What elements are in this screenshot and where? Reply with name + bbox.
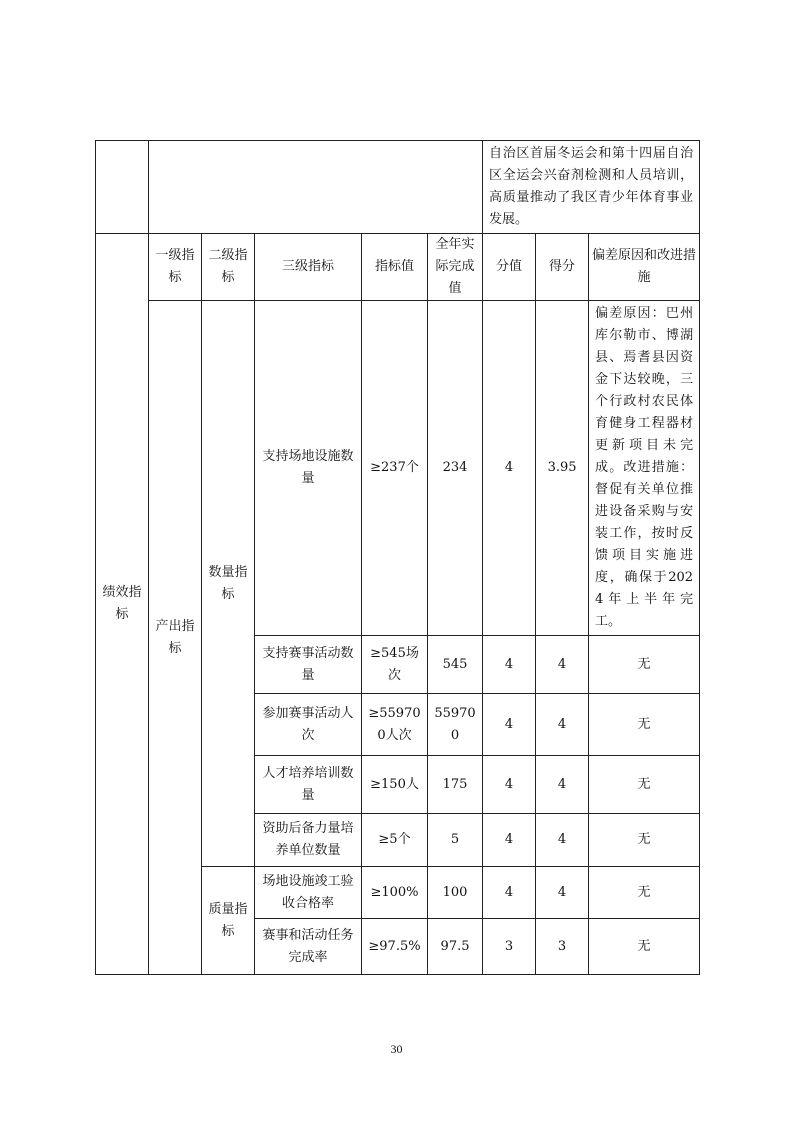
actual-cell: 234 — [428, 301, 483, 636]
score-cell: 4 — [536, 867, 589, 919]
performance-table — [95, 140, 700, 975]
score-cell: 3.95 — [536, 301, 589, 636]
header-row — [96, 234, 700, 301]
indicator-cell: 场地设施竣工验收合格率 — [255, 867, 362, 919]
actual-cell: 100 — [428, 867, 483, 919]
level2-cell: 质量指标 — [202, 867, 255, 975]
actual-cell: 5 — [428, 814, 483, 867]
target-cell: ≥559700人次 — [362, 694, 428, 756]
score-cell: 4 — [536, 814, 589, 867]
actual-cell: 97.5 — [428, 919, 483, 975]
deviation-cell: 无 — [589, 867, 700, 919]
header-actual: 全年实际完成值 — [428, 234, 483, 301]
table-row — [96, 141, 700, 234]
actual-cell: 175 — [428, 756, 483, 814]
page-number: 30 — [390, 1042, 403, 1056]
indicator-cell: 资助后备力量培养单位数量 — [255, 814, 362, 867]
points-cell: 4 — [483, 756, 536, 814]
actual-cell: 559700 — [428, 694, 483, 756]
indicator-cell: 支持赛事活动数量 — [255, 636, 362, 694]
empty-cell — [149, 141, 483, 234]
indicator-cell: 人才培养培训数量 — [255, 756, 362, 814]
points-cell: 4 — [483, 867, 536, 919]
deviation-cell: 无 — [589, 814, 700, 867]
points-cell: 3 — [483, 919, 536, 975]
points-cell: 4 — [483, 301, 536, 636]
deviation-cell: 偏差原因：巴州库尔勒市、博湖县、焉耆县因资金下达较晚，三个行政村农民体育健身工程器材更新项目未完成。改进措施：督促有关单位推进设备采购与安装工作，按时反馈项目实施进度，确保于2024年上半年完工。 — [589, 301, 700, 636]
header-level2: 二级指标 — [202, 234, 255, 301]
actual-cell: 545 — [428, 636, 483, 694]
header-score-value: 分值 — [483, 234, 536, 301]
header-target: 指标值 — [362, 234, 428, 301]
target-cell: ≥150人 — [362, 756, 428, 814]
category-cell: 绩效指标 — [96, 234, 149, 975]
indicator-cell: 参加赛事活动人次 — [255, 694, 362, 756]
points-cell: 4 — [483, 694, 536, 756]
header-deviation: 偏差原因和改进措施 — [589, 234, 700, 301]
header-score: 得分 — [536, 234, 589, 301]
deviation-cell: 无 — [589, 756, 700, 814]
points-cell: 4 — [483, 814, 536, 867]
target-cell: ≥97.5% — [362, 919, 428, 975]
score-cell: 3 — [536, 919, 589, 975]
header-level1: 一级指标 — [149, 234, 202, 301]
score-cell: 4 — [536, 694, 589, 756]
score-cell: 4 — [536, 756, 589, 814]
deviation-cell: 无 — [589, 919, 700, 975]
level2-cell: 数量指标 — [202, 301, 255, 867]
deviation-cell: 无 — [589, 636, 700, 694]
score-cell: 4 — [536, 636, 589, 694]
table-row — [96, 301, 700, 636]
level1-cell: 产出指标 — [149, 301, 202, 975]
target-cell: ≥100% — [362, 867, 428, 919]
deviation-cell: 无 — [589, 694, 700, 756]
target-cell: ≥5个 — [362, 814, 428, 867]
header-level3: 三级指标 — [255, 234, 362, 301]
target-cell: ≥237个 — [362, 301, 428, 636]
indicator-cell: 支持场地设施数量 — [255, 301, 362, 636]
remark-cell: 自治区首届冬运会和第十四届自治区全运会兴奋剂检测和人员培训，高质量推动了我区青少年体育事业发展。 — [483, 141, 700, 234]
indicator-cell: 赛事和活动任务完成率 — [255, 919, 362, 975]
empty-cell — [96, 141, 149, 234]
target-cell: ≥545场次 — [362, 636, 428, 694]
points-cell: 4 — [483, 636, 536, 694]
